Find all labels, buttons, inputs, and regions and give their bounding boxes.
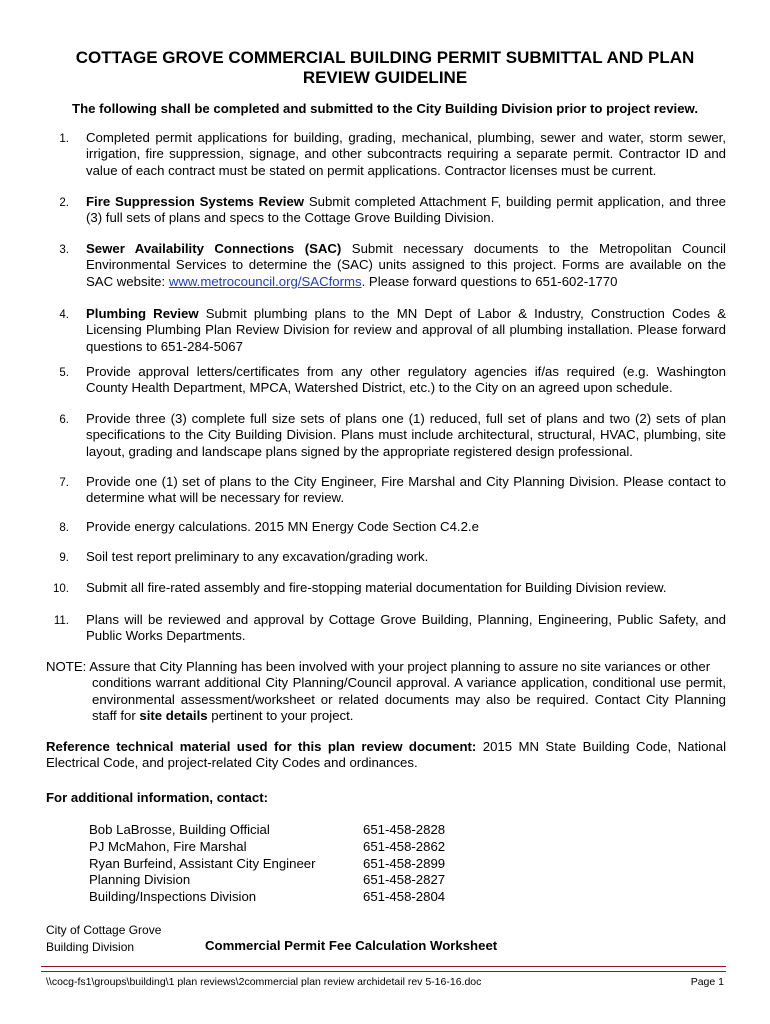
footer-divider (41, 966, 726, 972)
item-text: Submit all fire-rated assembly and fire-stopping material documentation for Building Division review. (86, 580, 667, 595)
contact-row: Planning Division 651-458-2827 (89, 872, 446, 888)
contact-row: PJ McMahon, Fire Marshal 651-458-2862 (89, 838, 446, 854)
item-number: 7. (59, 477, 69, 489)
contact-heading: For additional information, contact: (46, 790, 268, 805)
contact-row: Ryan Burfeind, Assistant City Engineer 651-458-2899 (89, 855, 446, 871)
item-text: Provide three (3) complete full size sets of plans one (1) reduced, full set of plans and two (2) sets of plan specifications to the City Building Division. Plans must include architectural, structural, HVAC, plumbing, site layout, grading and landscape plans signed by the appropriate registered design professional. (86, 411, 726, 459)
item-text: Fire Suppression Systems Review Submit completed Attachment F, building permit application, and three (3) full sets of plans and specs to the Cottage Grove Building Division. (86, 194, 726, 226)
item-number: 2. (59, 197, 69, 209)
title-line-1: COTTAGE GROVE COMMERCIAL BUILDING PERMIT SUBMITTAL AND PLAN (75, 48, 695, 67)
item-text: Provide approval letters/certificates from any other regulatory agencies if/as required (e.g. Washington County Health Department, MPCA, Watershed District, etc.) to the City on an agreed upon schedule. (86, 364, 726, 396)
contact-row: Building/Inspections Division 651-458-2804 (89, 889, 446, 905)
worksheet-title: Commercial Permit Fee Calculation Worksheet (205, 938, 498, 953)
item-number: 11. (53, 615, 69, 627)
item-number: 4. (59, 309, 69, 321)
page-title (40, 48, 730, 88)
contact-list (89, 822, 509, 906)
item-number: 8. (59, 522, 69, 534)
item-text: Plans will be reviewed and approval by Cottage Grove Building, Planning, Engineering, Public Safety, and Public Works Departments. (86, 612, 726, 644)
item-number: 6. (59, 414, 69, 426)
item-text: Plumbing Review Submit plumbing plans to the MN Dept of Labor & Industry, Construction Codes & Licensing Plumbing Plan Review Division for review and approval of all plumbing installation. Please forward questions to 651-284-5067 (86, 306, 727, 354)
file-path: \\cocg-fs1\groups\building\1 plan reviews\2commercial plan review archidetail rev 5-16-16.doc (46, 976, 482, 988)
item-number: 10. (53, 583, 69, 595)
item-text: Sewer Availability Connections (SAC) Submit necessary documents to the Metropolitan Council Environmental Services to determine the (SAC) units assigned to this project. Forms are available on the SAC website: www.metrocouncil.org/SACforms. Please forward questions to 651-602-1770 (86, 241, 726, 289)
item-text: Soil test report preliminary to any excavation/grading work. (86, 549, 429, 564)
intro-text: The following shall be completed and submitted to the City Building Division prior to project review. (72, 101, 698, 116)
item-text: Completed permit applications for building, grading, mechanical, plumbing, sewer and water, storm sewer, irrigation, fire suppression, signage, and other subcontracts requiring a separate permit. Contractor ID and value of each contract must be stated on permit applications. Contractor licenses must be current. (86, 130, 726, 178)
item-number: 1. (59, 133, 69, 145)
page-number: Page 1 (690, 976, 724, 988)
item-text: Provide energy calculations. 2015 MN Energy Code Section C4.2.e (86, 519, 479, 534)
title-line-2: REVIEW GUIDELINE (302, 68, 468, 87)
contact-row: Bob LaBrosse, Building Official 651-458-2828 (89, 822, 446, 837)
item-number: 9. (59, 552, 69, 564)
footer-organization: City of Cottage Grove Building Division (46, 923, 162, 954)
reference-paragraph: Reference technical material used for this plan review document: 2015 MN State Building Code, National Electrical Code, and project-related City Codes and ordinances. (46, 739, 727, 771)
item-number: 3. (59, 244, 69, 256)
item-text: Provide one (1) set of plans to the City Engineer, Fire Marshal and City Planning Division. Please contact to determine what will be necessary for review. (86, 474, 726, 506)
item-number: 5. (59, 367, 69, 379)
note-paragraph: NOTE: Assure that City Planning has been involved with your project planning to assure no site variances or other conditions warrant additional City Planning/Council approval. A variance application, conditional use permit, environmental assessment/worksheet or related documents may also be required. Contact City Planning staff for site details pertinent to your project. (46, 659, 726, 723)
sac-forms-link[interactable]: www.metrocouncil.org/SACforms (168, 273, 362, 289)
